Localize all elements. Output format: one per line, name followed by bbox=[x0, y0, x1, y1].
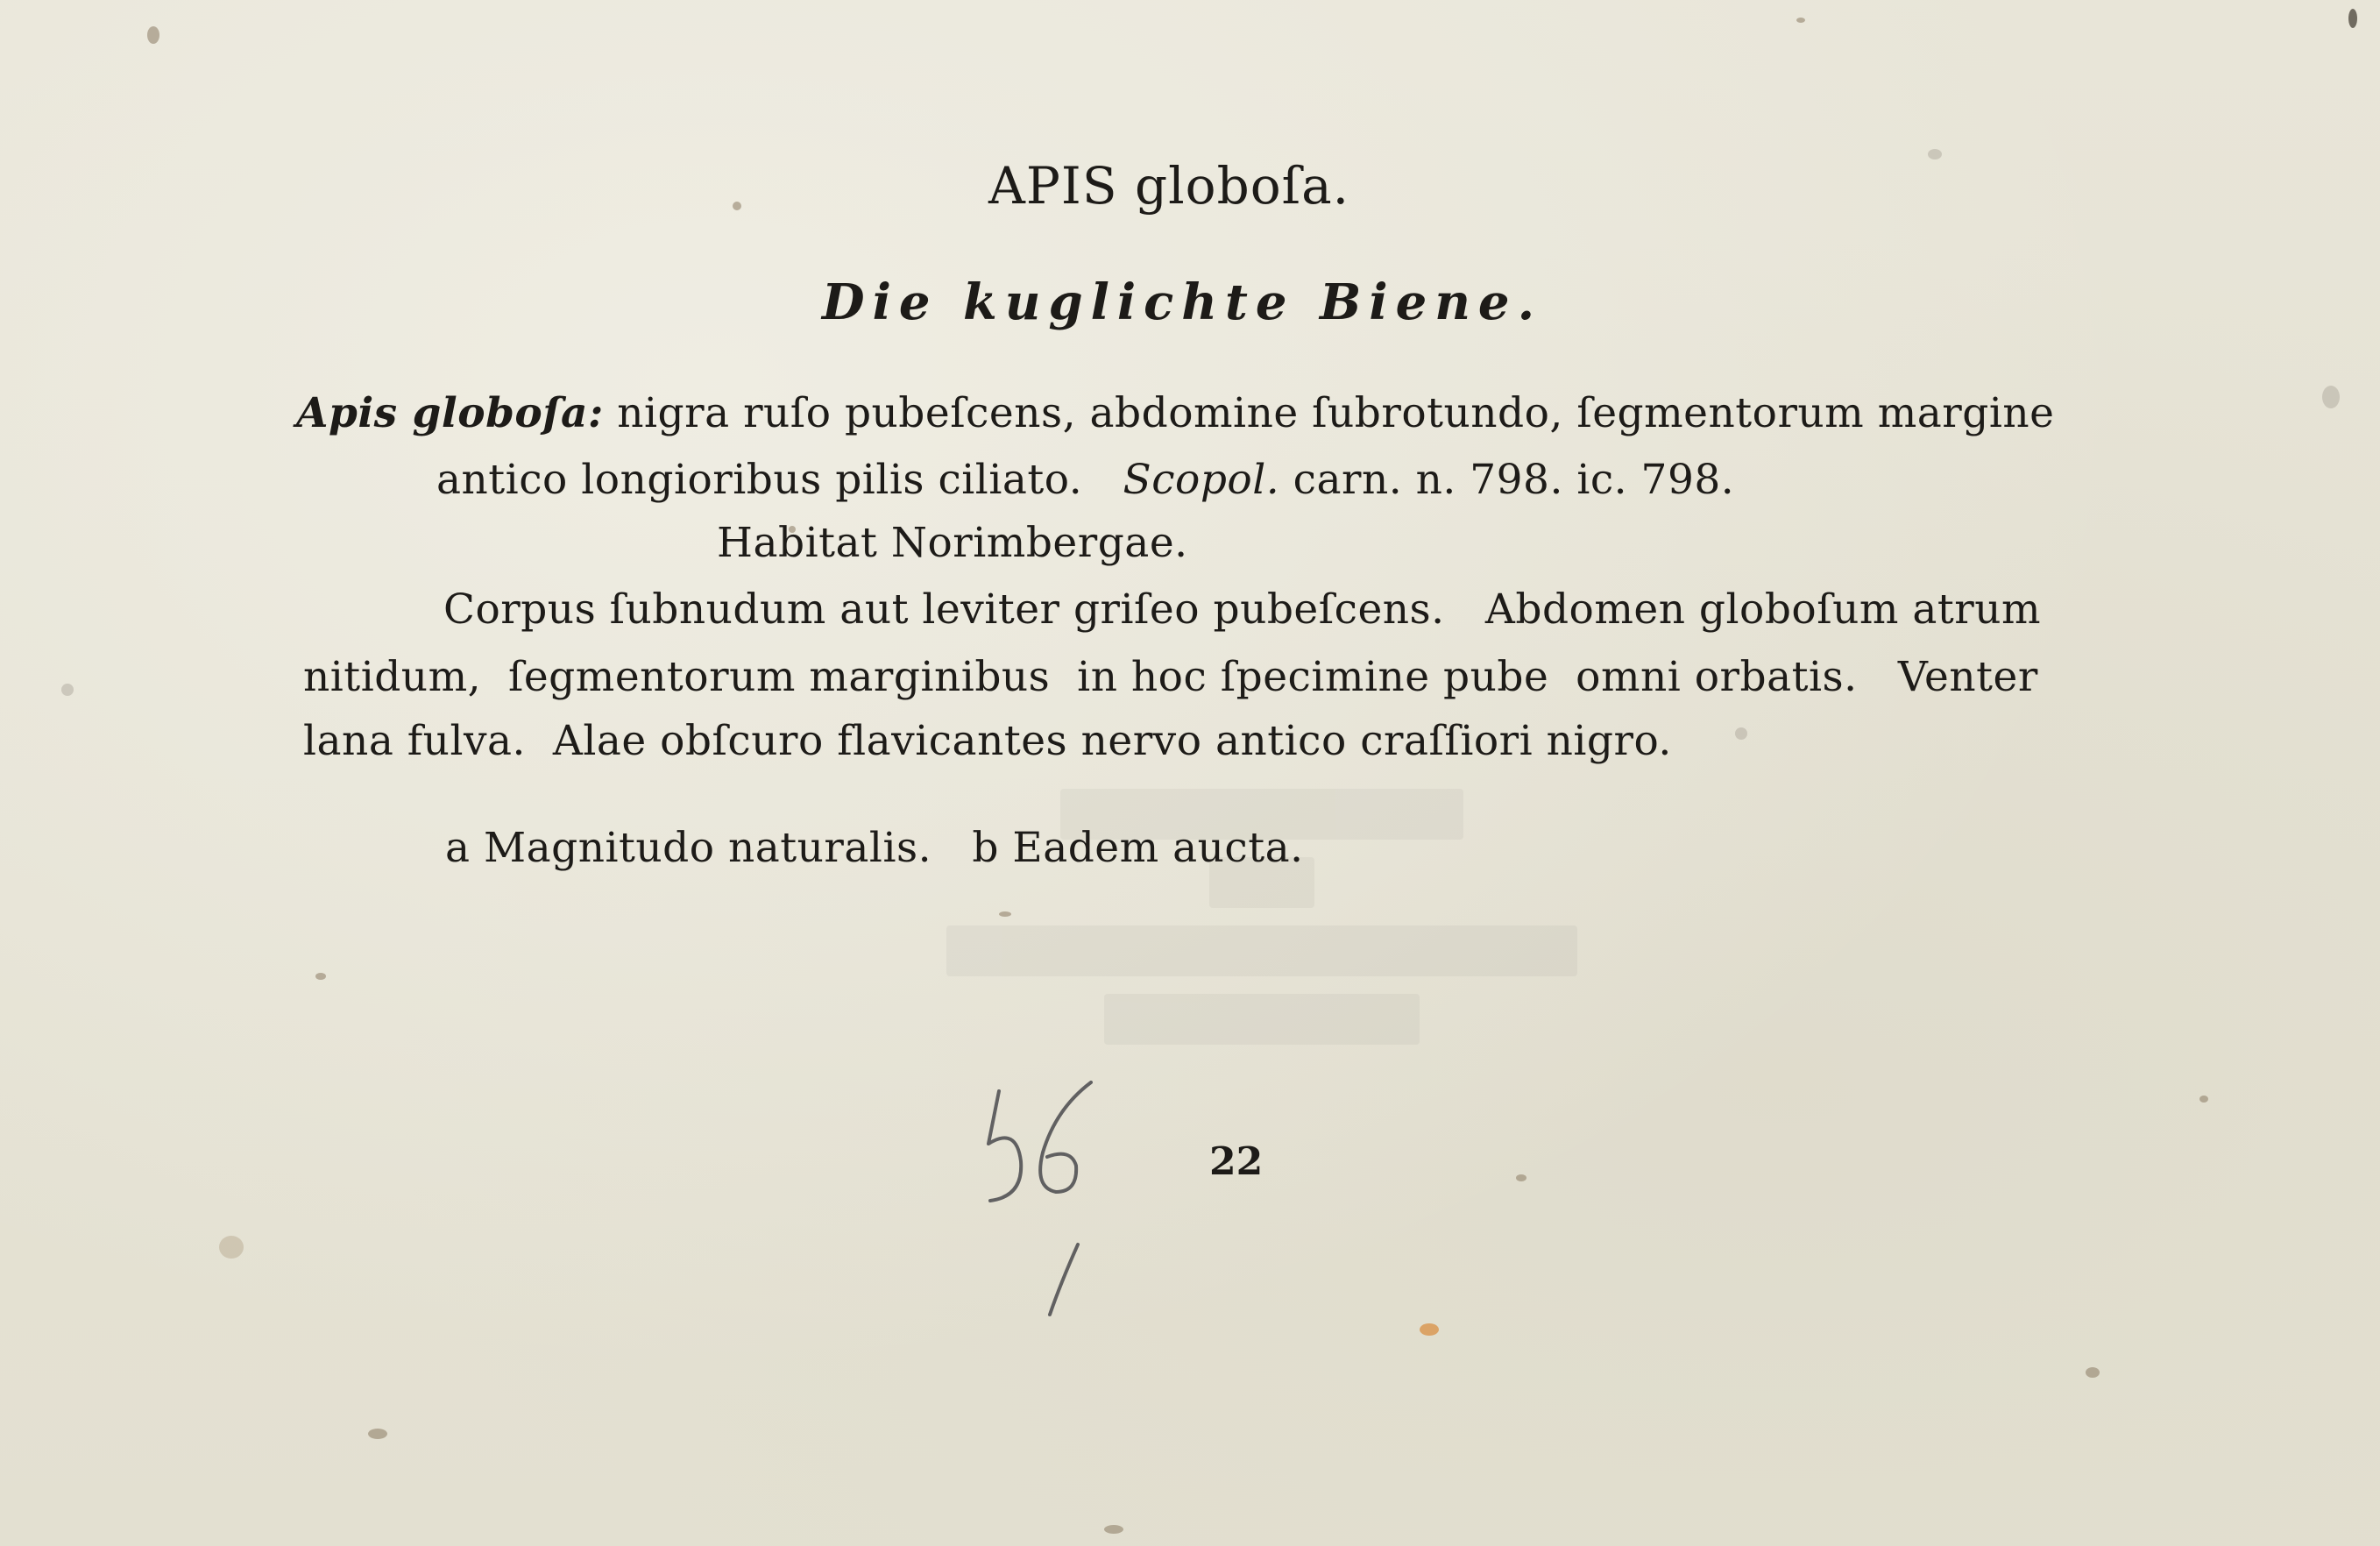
handwritten-number bbox=[973, 1074, 1104, 1319]
page-number: 22 bbox=[1209, 1139, 1264, 1184]
paper-fleck bbox=[1516, 1174, 1526, 1181]
paper-fleck bbox=[1735, 727, 1747, 740]
paper-fleck bbox=[1104, 1525, 1123, 1534]
paper-fleck bbox=[1420, 1323, 1439, 1336]
paper-fleck bbox=[147, 26, 159, 44]
species-label: Apis globoſa: bbox=[296, 389, 604, 437]
page-title: APIS globoſa. bbox=[988, 156, 1350, 216]
paper-fleck bbox=[315, 973, 326, 980]
description-line-1 bbox=[296, 389, 2054, 437]
paper-fleck bbox=[368, 1429, 387, 1439]
description-line-2-text: antico longioribus pilis ciliato. bbox=[436, 456, 1083, 504]
page-subtitle: Die kuglichte Biene. bbox=[822, 273, 1543, 331]
paper-fleck bbox=[2086, 1367, 2100, 1378]
paper-fleck bbox=[61, 684, 74, 696]
figure-note: a Magnitudo naturalis. b Eadem aucta. bbox=[445, 824, 1304, 872]
paper-fleck bbox=[733, 202, 741, 210]
habitat: Habitat Norimbergae. bbox=[717, 519, 1188, 567]
paragraph-line-3: lana fulva. Alae obſcuro flavicantes nervo antico craſſiori nigro. bbox=[303, 717, 1672, 765]
reference-details: carn. n. 798. ic. 798. bbox=[1279, 456, 1735, 504]
paragraph-line-2: nitidum, ſegmentorum marginibus in hoc ſpecimine pube omni orbatis. Venter bbox=[303, 653, 2038, 701]
bleed-through-shadow bbox=[929, 771, 1595, 1034]
paper-fleck bbox=[219, 1236, 244, 1259]
paper-fleck bbox=[1928, 149, 1942, 160]
paragraph-line-1: Corpus ſubnudum aut leviter griſeo pubeſcens. Abdomen globoſum atrum bbox=[443, 585, 2042, 634]
paper-fleck bbox=[2348, 9, 2357, 28]
paper-fleck bbox=[2322, 386, 2340, 408]
paper-fleck bbox=[1796, 18, 1805, 23]
handwritten-number-drawing bbox=[973, 1074, 1104, 1319]
reference-author: Scopol. bbox=[1123, 456, 1280, 504]
description-line-1-text: nigra ruſo pubeſcens, abdomine ſubrotundo, ſegmentorum margine bbox=[603, 389, 2055, 437]
description-line-2 bbox=[436, 456, 1734, 504]
paper-fleck bbox=[2199, 1096, 2208, 1103]
